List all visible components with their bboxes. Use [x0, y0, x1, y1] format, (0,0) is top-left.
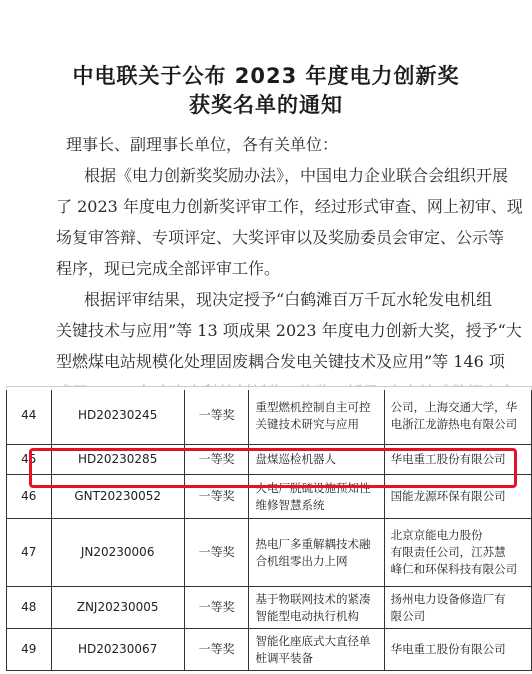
unit-line: 限公司	[390, 608, 426, 623]
project-name: 盘煤巡检机器人	[249, 445, 384, 475]
row-number: 48	[7, 587, 52, 629]
table-row	[7, 519, 532, 587]
award-level: 一等奖	[184, 519, 249, 587]
award-level: 一等奖	[184, 475, 249, 519]
body-line: 根据《电力创新奖奖励办法》，中国电力企业联合会组织开展	[84, 166, 509, 185]
notice-body	[0, 134, 532, 390]
unit-line: 有限责任公司，江苏慧	[390, 545, 506, 559]
award-level: 一等奖	[184, 587, 249, 629]
award-table	[6, 386, 532, 671]
project-code: GNT20230052	[51, 475, 184, 519]
award-level: 一等奖	[184, 629, 249, 671]
table-row	[7, 629, 532, 671]
notice-title-line2: 获奖名单的通知	[189, 93, 343, 117]
project-code: HD20230067	[51, 629, 184, 671]
project-code: HD20230245	[51, 387, 184, 445]
unit-line: 电浙江龙游热电有限公司	[390, 416, 518, 431]
winning-units	[384, 587, 531, 629]
highlight-box	[29, 448, 517, 488]
project-name: 重型燃机控制自主可控关键技术研究与应用	[249, 387, 384, 445]
row-number: 44	[7, 387, 52, 445]
project-name: 基于物联网技术的紧凑智能型电动执行机构	[249, 587, 384, 629]
salutation: 理事长、副理事长单位，各有关单位：	[66, 135, 339, 154]
row-number: 46	[7, 475, 52, 519]
unit-line: 北京京能电力股份	[390, 528, 483, 542]
project-code: ZNJ20230005	[51, 587, 184, 629]
award-level: 一等奖	[184, 445, 249, 475]
project-code: HD20230285	[51, 445, 184, 475]
unit-line: 公司，上海交通大学，华	[390, 399, 518, 414]
award-table-region	[0, 386, 532, 674]
award-level: 一等奖	[184, 387, 249, 445]
project-name: 智能化座底式大直径单桩调平装备	[249, 629, 384, 671]
body-line: 型燃煤电站规模化处理固废耦合发电关键技术及应用”等 146 项	[56, 352, 505, 371]
project-code: JN20230006	[51, 519, 184, 587]
table-row	[7, 387, 532, 445]
project-name: 火电厂脱硫设施预知性维修智慧系统	[249, 475, 384, 519]
winning-units	[384, 387, 531, 445]
winning-units	[384, 519, 531, 587]
row-number: 47	[7, 519, 52, 587]
row-number: 49	[7, 629, 52, 671]
body-line: 关键技术与应用”等 13 项成果 2023 年度电力创新大奖，授予“大	[56, 321, 522, 340]
winning-units: 华电重工股份有限公司	[384, 629, 531, 671]
unit-line: 扬州电力设备修造厂有	[390, 591, 506, 606]
body-line: 了 2023 年度电力创新奖评审工作，经过形式审查、网上初审、现	[56, 197, 523, 216]
project-name: 热电厂多重解耦技术融合机组零出力上网	[249, 519, 384, 587]
notice-title-line1: 中电联关于公布 2023 年度电力创新奖	[72, 64, 460, 88]
body-line: 场复审答辩、专项评定、大奖评审以及奖励委员会审定、公示等	[56, 228, 505, 247]
winning-units: 华电重工股份有限公司	[384, 445, 531, 475]
body-line: 程序，现已完成全部评审工作。	[56, 259, 281, 278]
body-line: 根据评审结果，现决定授予“白鹤滩百万千瓦水轮发电机组	[84, 290, 493, 309]
unit-line: 峰仁和环保科技有限公司	[390, 562, 518, 576]
row-number: 45	[7, 445, 52, 475]
winning-units: 国能龙源环保有限公司	[384, 475, 531, 519]
scroll-fade	[0, 376, 532, 390]
table-row	[7, 587, 532, 629]
